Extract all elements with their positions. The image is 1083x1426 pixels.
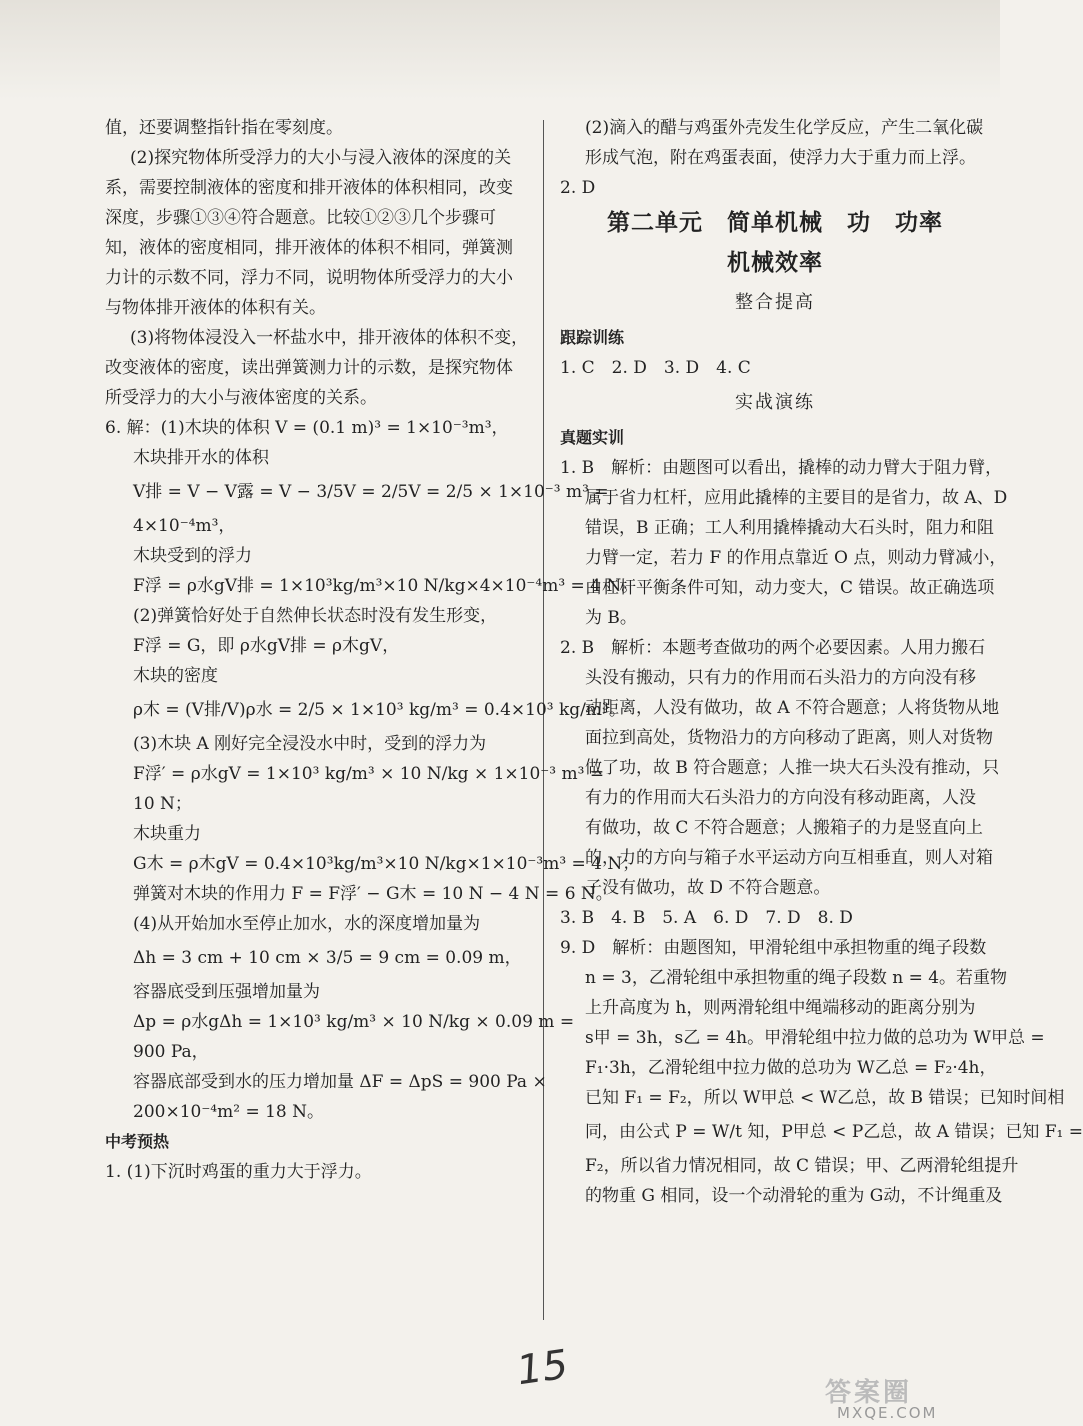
formula-line: F浮 = G，即 ρ水gV排 = ρ木gV， bbox=[133, 636, 400, 656]
text-line: 上升高度为 h，则两滑轮组中绳端移动的距离分别为 bbox=[585, 998, 976, 1018]
text-line: 2. B 解析：本题考查做功的两个必要因素。人用力搬石 bbox=[560, 638, 986, 658]
formula-line: 900 Pa， bbox=[133, 1042, 209, 1062]
section-heading-zhongkao: 中考预热 bbox=[105, 1132, 170, 1151]
watermark-text: 答案圈 bbox=[825, 1378, 913, 1408]
answer-line: 1. C 2. D 3. D 4. C bbox=[560, 358, 751, 378]
formula-line: 同，由公式 P = W/t 知，P甲总 < P乙总，故 A 错误；已知 F₁ = bbox=[585, 1122, 1083, 1142]
text-line: 属于省力杠杆，应用此撬棒的主要目的是省力，故 A、D bbox=[585, 488, 1008, 508]
text-line: 为 B。 bbox=[585, 608, 637, 628]
text-line: 的，力的方向与箱子水平运动方向互相垂直，则人对箱 bbox=[585, 848, 993, 868]
text-line: 知，液体的密度相同，排开液体的体积不相同，弹簧测 bbox=[105, 238, 513, 258]
formula-line: 已知 F₁ = F₂，所以 W甲总 < W乙总，故 B 错误；已知时间相 bbox=[585, 1088, 1065, 1108]
subhead-shizhan: 实战演练 bbox=[735, 392, 815, 413]
text-line: 木块受到的浮力 bbox=[133, 546, 252, 566]
text-line: 1. B 解析：由题图可以看出，撬棒的动力臂大于阻力臂， bbox=[560, 458, 1003, 478]
formula-line: F浮 = ρ水gV排 = 1×10³kg/m³×10 N/kg×4×10⁻⁴m³ = 4 N。 bbox=[133, 576, 639, 596]
text-line: (2)滴入的醋与鸡蛋外壳发生化学反应，产生二氧化碳 bbox=[585, 118, 984, 138]
page-top-shade bbox=[0, 0, 1000, 100]
text-line: 的物重 G 相同，设一个动滑轮的重为 G动，不计绳重及 bbox=[585, 1186, 1003, 1206]
text-line: 头没有搬动，只有力的作用而石头沿力的方向没有移 bbox=[585, 668, 976, 688]
text-line: n = 3，乙滑轮组中承担物重的绳子段数 n = 4。若重物 bbox=[585, 968, 1008, 988]
section-heading-genzong: 跟踪训练 bbox=[560, 328, 625, 347]
text-line: 1. (1)下沉时鸡蛋的重力大于浮力。 bbox=[105, 1162, 372, 1182]
watermark-logo bbox=[825, 1372, 995, 1426]
unit-title-2: 机械效率 bbox=[727, 250, 823, 276]
text-line: 容器底受到压强增加量为 bbox=[133, 982, 320, 1002]
text-line: 深度，步骤①③④符合题意。比较①②③几个步骤可 bbox=[105, 208, 496, 228]
formula-line: F浮′ = ρ水gV = 1×10³ kg/m³ × 10 N/kg × 1×10⁻³ m³ = bbox=[133, 764, 605, 784]
text-line: (2)探究物体所受浮力的大小与浸入液体的深度的关 bbox=[130, 148, 512, 168]
text-line: 值，还要调整指针指在零刻度。 bbox=[105, 118, 343, 138]
text-line: 木块排开水的体积 bbox=[133, 448, 269, 468]
text-line: 由杠杆平衡条件可知，动力变大，C 错误。故正确选项 bbox=[585, 578, 995, 598]
subhead-zhenghe: 整合提高 bbox=[735, 292, 815, 313]
text-line: 改变液体的密度，读出弹簧测力计的示数，是探究物体 bbox=[105, 358, 513, 378]
text-line: 木块的密度 bbox=[133, 666, 218, 686]
text-line: 子没有做功，故 D 不符合题意。 bbox=[585, 878, 831, 898]
text-line: 形成气泡，附在鸡蛋表面，使浮力大于重力而上浮。 bbox=[585, 148, 976, 168]
text-line: 系，需要控制液体的密度和排开液体的体积相同，改变 bbox=[105, 178, 513, 198]
answer-line: 3. B 4. B 5. A 6. D 7. D 8. D bbox=[560, 908, 853, 928]
text-line: 所受浮力的大小与液体密度的关系。 bbox=[105, 388, 377, 408]
watermark-url: MXQE.COM bbox=[837, 1404, 938, 1422]
text-line: 与物体排开液体的体积有关。 bbox=[105, 298, 326, 318]
formula-line: 4×10⁻⁴m³， bbox=[133, 516, 236, 536]
text-line: 有做功，故 C 不符合题意；人搬箱子的力是竖直向上 bbox=[585, 818, 983, 838]
question-6-heading: 6. 解：(1)木块的体积 V = (0.1 m)³ = 1×10⁻³m³， bbox=[105, 418, 509, 438]
section-heading-zhenti: 真题实训 bbox=[560, 428, 625, 447]
text-line: (3)将物体浸没入一杯盐水中，排开液体的体积不变， bbox=[130, 328, 529, 348]
formula-line: F₁·3h，乙滑轮组中拉力做的总功为 W乙总 = F₂·4h， bbox=[585, 1058, 997, 1078]
formula-line: G木 = ρ木gV = 0.4×10³kg/m³×10 N/kg×1×10⁻³m³ = 4 N； bbox=[133, 854, 640, 874]
right-column bbox=[560, 113, 1083, 1211]
handwritten-page-number: 15 bbox=[514, 1341, 571, 1395]
text-line: (3)木块 A 刚好完全浸没水中时，受到的浮力为 bbox=[133, 734, 487, 754]
text-line: 面拉到高处，货物沿力的方向移动了距离，则人对货物 bbox=[585, 728, 993, 748]
text-line: 有力的作用而大石头沿力的方向没有移动距离，人没 bbox=[585, 788, 976, 808]
text-line: 错误，B 正确；工人利用撬棒撬动大石头时，阻力和阻 bbox=[585, 518, 994, 538]
text-line: 动距离，人没有做功，故 A 不符合题意；人将货物从地 bbox=[585, 698, 1000, 718]
text-line: 做了功，故 B 符合题意；人推一块大石头没有推动，只 bbox=[585, 758, 1000, 778]
text-line: (4)从开始加水至停止加水，水的深度增加量为 bbox=[133, 914, 481, 934]
formula-line: 10 N； bbox=[133, 794, 192, 814]
unit-title: 第二单元 简单机械 功 功率 bbox=[607, 210, 943, 236]
formula-line: s甲 = 3h，s乙 = 4h。甲滑轮组中拉力做的总功为 W甲总 = bbox=[585, 1028, 1045, 1048]
text-line: (2)弹簧恰好处于自然伸长状态时没有发生形变， bbox=[133, 606, 498, 626]
formula-line: 200×10⁻⁴m² = 18 N。 bbox=[133, 1102, 325, 1122]
formula-line: V排 = V − V露 = V − 3/5V = 2/5V = 2/5 × 1×10⁻³ m³ = bbox=[133, 482, 609, 502]
text-line: 木块重力 bbox=[133, 824, 201, 844]
formula-line: Δp = ρ水gΔh = 1×10³ kg/m³ × 10 N/kg × 0.09 m = bbox=[133, 1012, 575, 1032]
text-line: 容器底部受到水的压力增加量 ΔF = ΔpS = 900 Pa × bbox=[133, 1072, 547, 1092]
text-line: F₂，所以省力情况相同，故 C 错误；甲、乙两滑轮组提升 bbox=[585, 1156, 1019, 1176]
answer-line: 2. D bbox=[560, 178, 596, 198]
formula-line: Δh = 3 cm + 10 cm × 3/5 = 9 cm = 0.09 m， bbox=[133, 948, 522, 968]
formula-line: ρ木 = (V排/V)ρ水 = 2/5 × 1×10³ kg/m³ = 0.4×10³ kg/m³。 bbox=[133, 700, 626, 720]
text-line: 力计的示数不同，浮力不同，说明物体所受浮力的大小 bbox=[105, 268, 513, 288]
text-line: 力臂一定，若力 F 的作用点靠近 O 点，则动力臂减小， bbox=[585, 548, 1007, 568]
formula-line: 弹簧对木块的作用力 F = F浮′ − G木 = 10 N − 4 N = 6 N。 bbox=[133, 884, 613, 904]
text-line: 9. D 解析：由题图知，甲滑轮组中承担物重的绳子段数 bbox=[560, 938, 987, 958]
